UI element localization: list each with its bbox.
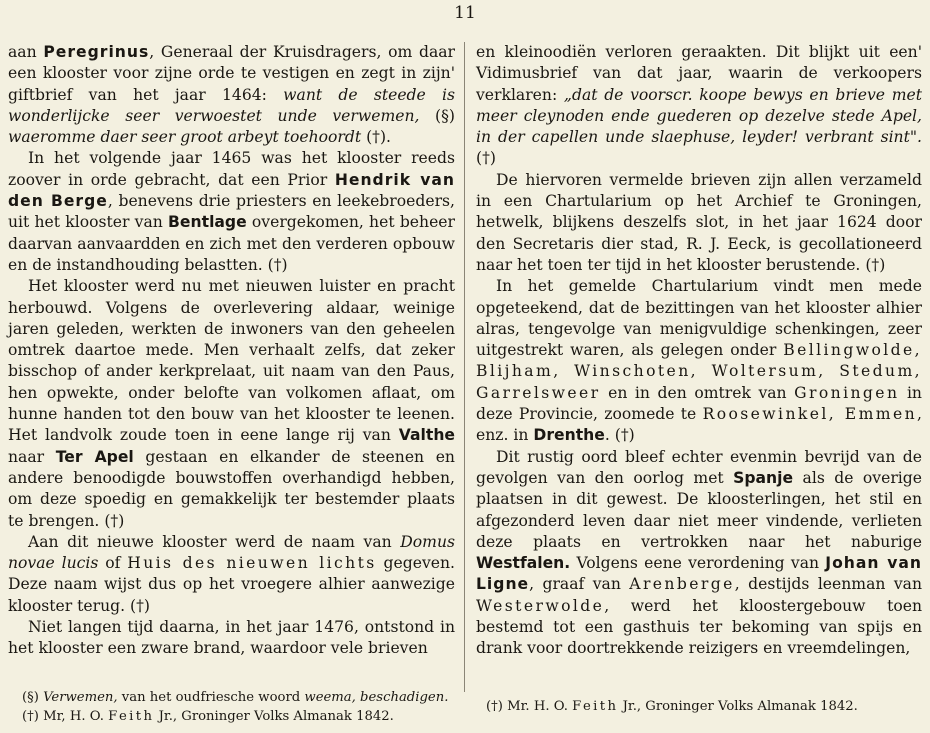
spaced-name: Westerwolde [476, 596, 605, 615]
footnotes-right [486, 698, 926, 717]
text-run: Het klooster werd nu met nieuwen luister en pracht herbouwd. Volgens de overlevering aldaar, weinige jaren geleden, werkten de inwoners van den geheelen omtrek daartoe mede. Men verhaalt zelfs, dat zeker bisschop of ander kerkprelaat, uit naam van den Paus, hen opwekte, onder belofte van volkomen aflaat, om hunne handen tot den bouw van het klooster te leenen. Het landvolk zoude toen in eene lange rij van [8, 277, 455, 445]
text-run: (§) [419, 106, 456, 125]
paragraph [476, 447, 922, 660]
right-column [476, 42, 922, 660]
text-run: (†) Mr. H. O. [486, 699, 573, 714]
quote: „dat de voorscr. koope bewys en brieve met meer cleynoden ende guederen op dezelve stede Apel, in der capellen unde slaephuse, leyder! verbrant sint". [476, 85, 922, 147]
quote: waeromme daer seer groot arbeyt toehoordt [8, 128, 362, 147]
spaced-name: Arenberge [629, 575, 735, 594]
place-name: Spanje [733, 468, 794, 487]
author-name: Feith [572, 699, 619, 714]
text-run: , benevens drie priesters en leekebroeders, uit het klooster van [8, 192, 455, 232]
text-run: naar [8, 447, 56, 466]
left-column [8, 42, 455, 660]
text-run: (†). [361, 128, 391, 147]
paragraph [8, 148, 455, 276]
text-run: en in den omtrek van [600, 383, 795, 402]
text-run: Jr., Groninger Volks Almanak 1842. [154, 708, 394, 724]
footnotes-left [22, 689, 462, 726]
page-number: 11 [454, 3, 476, 23]
text-run: of [98, 554, 128, 573]
text-run: Volgens eene verordening van [570, 554, 826, 573]
footnote-term: weema, beschadigen. [304, 690, 449, 705]
text-run: In het volgende jaar 1465 was het klooster reeds zoover in orde gebracht, dat een Prior [8, 149, 455, 189]
text-run: aan [8, 43, 44, 61]
text-run: In het gemelde Chartularium vindt men mede opgeteekend, dat de bezittingen van het klooster alhier alras, tengevolge van menigvuldige schenkingen, zeer uitgestrekt waren, als gelegen onder [476, 277, 922, 360]
spaced-name: Groningen [794, 383, 900, 402]
text-run: , enz. in [476, 405, 922, 445]
place-name: Bentlage [168, 213, 247, 232]
spaced-name: Huis des nieuwen lichts [127, 554, 377, 573]
place-name: Ter Apel [55, 447, 134, 466]
text-run: gegeven. Deze naam wijst dus op het vroegere alhier aanwezige klooster terug. (†) [8, 554, 455, 615]
author-name: Feith [108, 708, 155, 724]
footnote-mark: (§) [22, 690, 44, 705]
paragraph [8, 42, 455, 148]
text-run: , Generaal der Kruisdragers, om daar een klooster voor zijne orde te vestigen en zegt in zijn' giftbrief van het jaar 1464: [8, 43, 455, 104]
text-run: Niet langen tijd daarna, in het jaar 1476, ontstond in het klooster een zware brand, waardoor vele brieven [8, 618, 455, 658]
text-run: . (†) [604, 426, 635, 445]
person-name: Hendrik van den Berge [8, 170, 456, 211]
footnote [22, 689, 462, 708]
quote: want de steede is wonderlijcke seer verwoestet unde verwemen, [8, 85, 455, 125]
text-run: , werd het kloostergebouw toen bestemd tot een gasthuis ter bekoming van spijs en drank voor doortrekkende reizigers en vreemdelingen, [476, 596, 922, 658]
text-run: , graaf van [529, 575, 630, 594]
paragraph [8, 532, 455, 617]
person-name: Peregrinus [43, 43, 150, 61]
text-run: als de overige plaatsen in dit gewest. De kloosterlingen, het stil en afgezonderd leven daar niet meer vindende, verlieten deze plaats en vertrokken naar het naburige [476, 468, 922, 551]
text-run: en kleinoodiën verloren geraakten. Dit blijkt uit een' Vidimusbrief van dat jaar, waarin de verkoopers verklaren: [476, 43, 922, 104]
paragraph [476, 170, 922, 276]
column-divider [464, 42, 465, 692]
text-run: in deze Provincie, zoomede te [476, 383, 922, 424]
text-run: gestaan en elkander de steenen en andere benoodigde bouwstoffen overhandigd hebben, om deze spoedig en gemakkelijk ter bestemder plaats te brengen. (†) [8, 447, 455, 530]
spaced-names: Bellingwolde, Blijham, Winschoten, Woltersum, Stedum, Garrelsweer [476, 341, 922, 402]
person-name: Johan van Ligne [476, 554, 922, 594]
latin-name: Domus novae lucis [8, 532, 455, 573]
paragraph [8, 276, 455, 532]
text-run: De hiervoren vermelde brieven zijn allen verzameld in een Chartularium op het Archief te Groningen, hetwelk, blijkens deszelfs slot, in het jaar 1624 door den Secretaris dier stad, R. J. Eeck, is gecollationeerd naar het toen ter tijd in het klooster berustende. (†) [476, 170, 922, 274]
text-run: (†) [476, 149, 496, 168]
paragraph [476, 42, 922, 170]
text-run: overgekomen, het beheer daarvan aanvaardden en zich met den verderen opbouw en de instandhouding belastten. (†) [8, 213, 455, 274]
place-name: Valthe [398, 426, 455, 445]
place-name: Westfalen. [476, 554, 571, 573]
text-run: Jr., Groninger Volks Almanak 1842. [618, 699, 858, 714]
text-run: Dit rustig oord bleef echter evenmin bevrijd van de gevolgen van den oorlog met [476, 447, 922, 487]
text-run: van het oudfriesche woord [117, 690, 305, 705]
spaced-names: Roosewinkel, Emmen [702, 405, 918, 424]
text-run: , destijds leenman van [734, 575, 922, 594]
text-run: Aan dit nieuwe klooster werd de naam van [28, 532, 401, 551]
footnote [22, 708, 462, 727]
place-name: Drenthe [533, 426, 605, 445]
text-run: (†) Mr, H. O. [22, 708, 109, 724]
paragraph [8, 617, 455, 660]
paragraph [476, 276, 922, 446]
footnote-term: Verwemen, [43, 690, 118, 705]
footnote [486, 698, 926, 717]
